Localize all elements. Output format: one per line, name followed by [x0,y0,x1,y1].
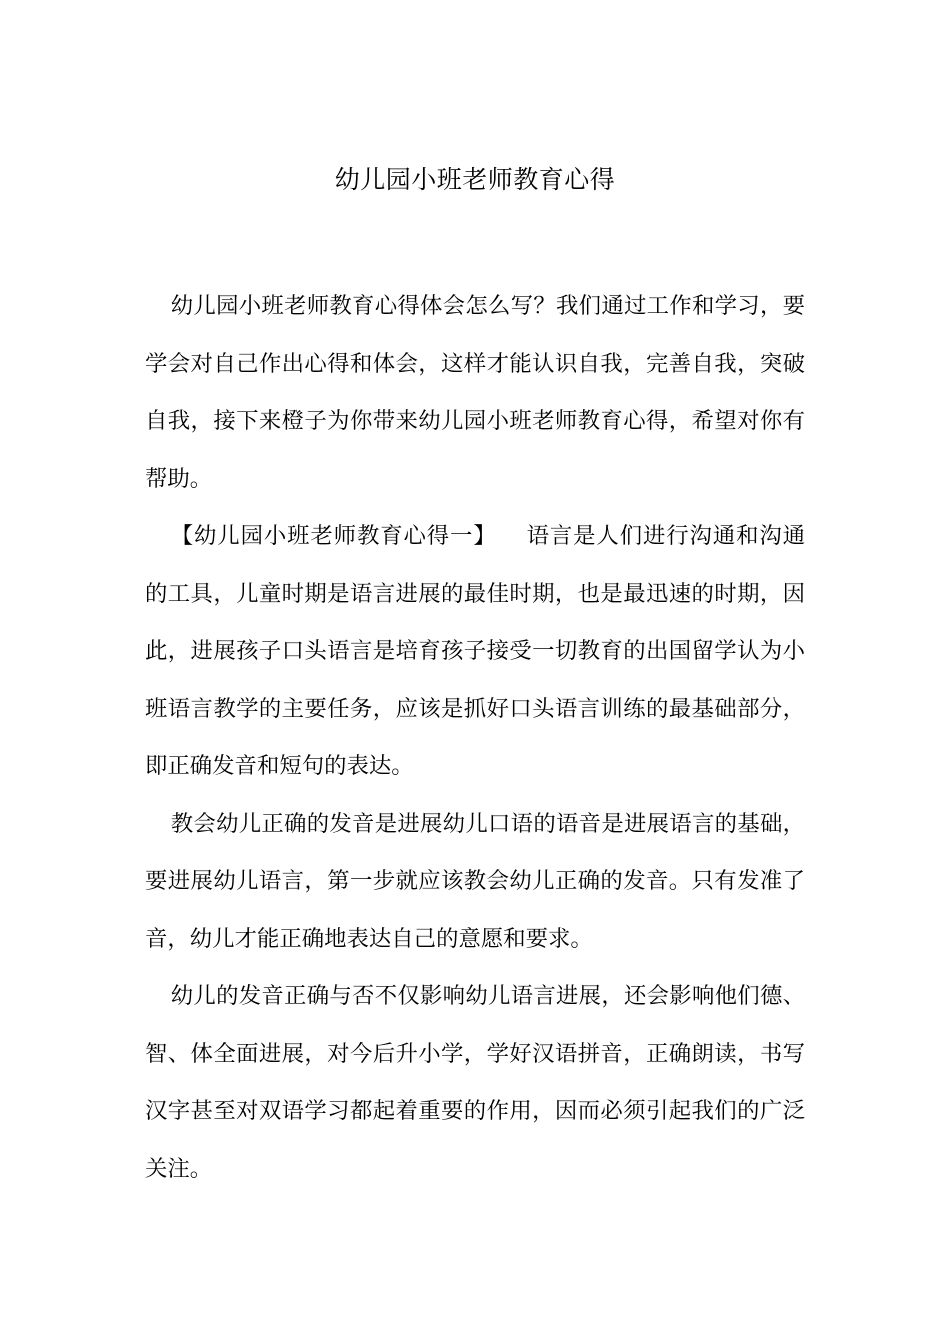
importance-paragraph: 幼儿的发音正确与否不仅影响幼儿语言进展，还会影响他们德、智、体全面进展，对今后升小学，学好汉语拼音，正确朗读，书写汉字甚至对双语学习都起着重要的作用，因而必须引起我们的广泛关注。 [145,983,805,1182]
section-one-text: 语言是人们进行沟通和沟通的工具，儿童时期是语言进展的最佳时期，也是最迅速的时期，因此，进展孩子口头语言是培育孩子接受一切教育的出国留学认为小班语言教学的主要任务，应该是抓好口头语言训练的最基础部分，即正确发音和短句的表达。 [145,523,806,779]
intro-paragraph: 幼儿园小班老师教育心得体会怎么写？我们通过工作和学习，要学会对自己作出心得和体会，这样才能认识自我，完善自我，突破自我，接下来橙子为你带来幼儿园小班老师教育心得，希望对你有帮助。 [145,293,805,492]
section-heading: 【幼儿园小班老师教育心得一】 [170,523,497,549]
pronunciation-paragraph: 教会幼儿正确的发音是进展幼儿口语的语音是进展语言的基础，要进展幼儿语言，第一步就应该教会幼儿正确的发音。只有发准了音，幼儿才能正确地表达自己的意愿和要求。 [145,810,805,952]
document-body [145,278,805,1198]
document-title: 幼儿园小班老师教育心得 [334,165,616,194]
section-one-paragraph [145,508,805,796]
